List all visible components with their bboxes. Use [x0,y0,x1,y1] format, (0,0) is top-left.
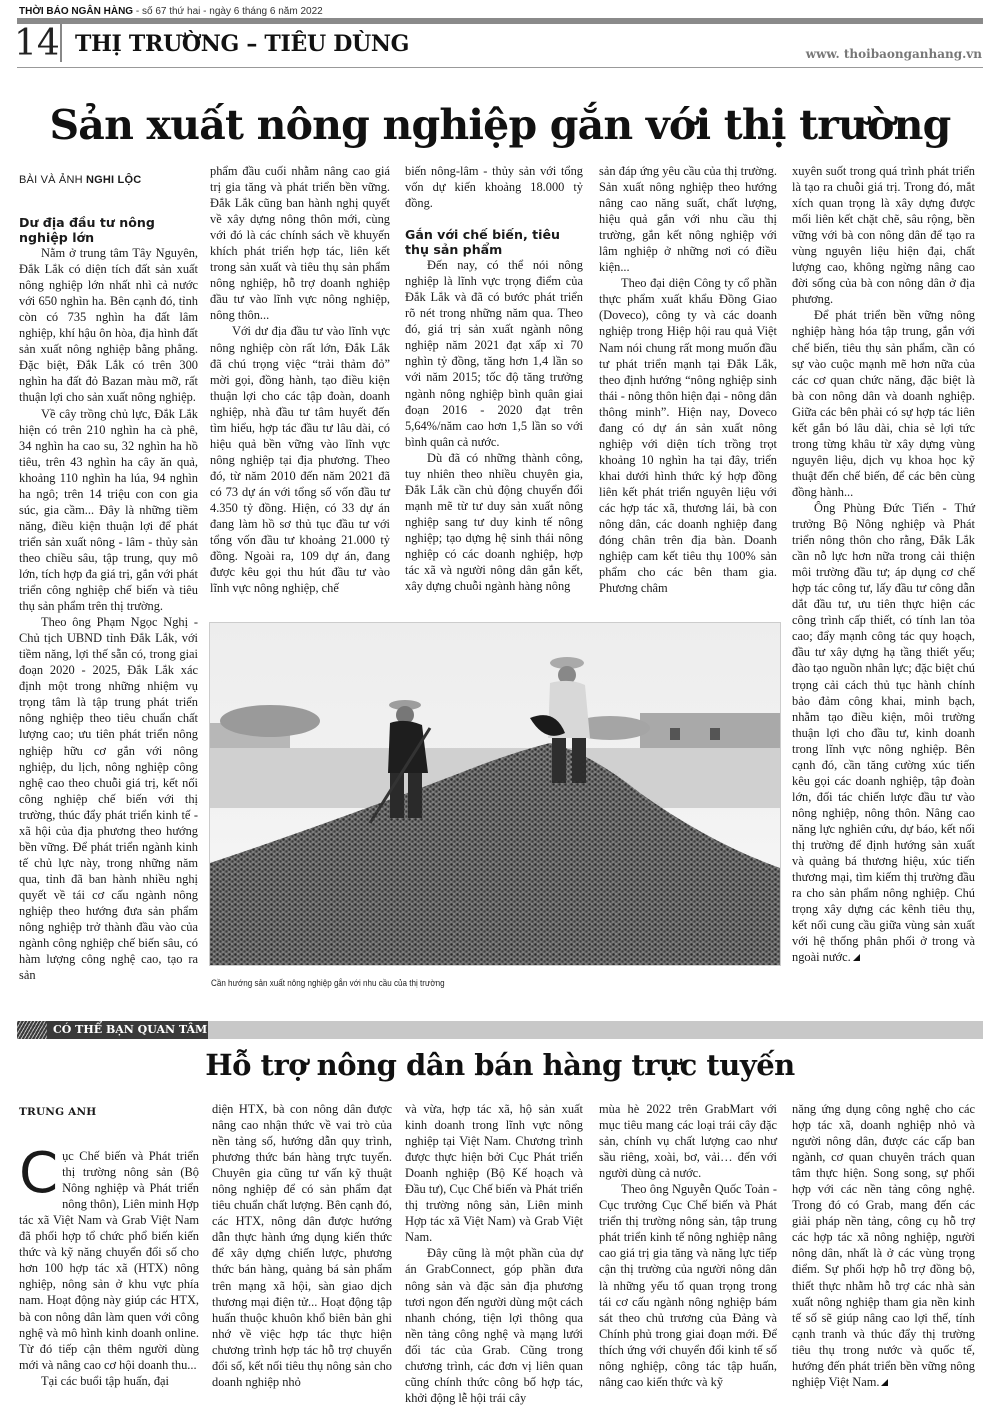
paragraph: Về cây trồng chủ lực, Đắk Lắk hiện có trên 210 nghìn ha cà phê, 34 nghìn ha cao su, 32 nghìn ha hồ tiêu, trên 43 nghìn ha cây ăn quả, khoảng 110 nghìn ha lúa, 94 nghìn ha ngô; trên 14 triệu con con gia súc, gia cầm... Đây là những tiềm năng, điều kiện thuận lợi để phát triển sản xuất nông - lâm - thủy sản theo chiều sâu, tập trung, quy mô lớn, tích hợp đa giá trị, gắn với phát triển công nghiệp chế biến và tiêu thụ sản phẩm trên thị trường. [19,406,198,614]
paragraph: Theo ông Nguyễn Quốc Toản - Cục trưởng Cục Chế biến và Phát triển thị trường nông sản, tập trung phát triển kinh tế nông nghiệp nâng cao giá trị gia tăng và năng lực tiếp cận thị trường của người nông dân là những yếu tố quan trọng trong tái cơ cấu ngành nông nghiệp bám sát theo chủ trương của Đảng và Chính phủ trong giai đoạn mới. Để thích ứng với chuyển đổi kinh tế số nông nghiệp, công tác tập huấn, nâng cao kiến thức và kỹ [599,1182,777,1389]
byline-author: NGHI LỘC [86,174,142,186]
byline-prefix: BÀI VÀ ẢNH [19,174,86,186]
related-label-text: CÓ THỂ BẠN QUAN TÂM [53,1023,208,1036]
article-photo [209,622,781,966]
paragraph-continued [792,1101,975,1390]
background-trees [220,705,320,737]
paragraph-continued: sản đáp ứng yêu cầu của thị trường. Sản xuất nông nghiệp theo hướng nâng cao năng suất, chất lượng, hiệu quả gắn với nhu cầu thị trường, gắn kết nông nghiệp với lâm nghiệp ở những nơi có điều kiện... [599,164,777,275]
paragraph: Theo đại diện Công ty cổ phần thực phẩm xuất khẩu Đồng Giao (Doveco), công ty và các doanh nghiệp trong Hiệp hội rau quả Việt Nam nói chung rất mong muốn đầu tư phát triển mạnh tại Đắk Lắk, theo định hướng “nông nghiệp sinh thái - nông thôn hiện đại - nông dân thông minh”. Hiện nay, Doveco đang có dự án sản xuất nông nghiệp với diện tích trồng trọt khoảng 10 nghìn ha tại đây, triển khai dưới hình thức ký hợp đồng liên kết phát triển nguyên liệu với các hợp tác xã, thương lái, bà con nông dân, các doanh nghiệp đang đóng chân trên địa bàn. Doanh nghiệp cam kết tiêu thụ 100% sản phẩm cho các bên tham gia. Phương châm [599,276,777,596]
photo-caption: Cần hướng sản xuất nông nghiệp gắn với nhu cầu của thị trường [211,978,445,989]
end-mark-icon [881,1379,888,1386]
header-rule [17,67,983,68]
publication-name: THỜI BÁO NGÂN HÀNG [19,6,134,17]
hatch-decoration-icon [17,1021,47,1039]
lead-text: ục Chế biến và Phát triển thị trường nông sản (Bộ Nông nghiệp và Phát triển nông thôn), Liên minh Hợp tác xã Việt Nam và Grab Việt Nam đã phối hợp tổ chức phổ biến kiến thức và kỹ năng chuyển đổi số cho hơn 100 hợp tác xã (HTX) nông nghiệp, nông sản ở khu vực phía nam. Hoạt động này giúp các HTX, bà con nông dân làm quen với công nghệ và mô hình kinh doanh online. Từ đó tiếp cận thêm người dùng mới và nâng cao cơ hội doanh thu... [19,1149,199,1372]
paragraph-continued: mùa hè 2022 trên GrabMart với mục tiêu mang các loại trái cây đặc sản, chính vụ chất lượng cao như sầu riêng, xoài, bơ, vải… đến với người dùng cả nước. [599,1102,777,1181]
paragraph: Để phát triển bền vững nông nghiệp hàng hóa tập trung, gắn với chế biến, tiêu thụ sản phẩm, cần có sự vào cuộc mạnh mẽ hơn nữa của các cơ quan chức năng, đặc biệt là bà con nông dân và doanh nghiệp. Giữa các bên phải có sự hợp tác liên kết gắn bó lâu dài, chia sẻ lợi tức trong từng khâu từ xây dựng vùng nguyên liệu, dịch vụ khoa học kỹ thuật đến chế biến, để các bên cùng đồng hành... [792,308,975,499]
paragraph: Theo ông Phạm Ngọc Nghị - Chủ tịch UBND tỉnh Đắk Lắk, với tiềm năng, lợi thế sẵn có, trong giai đoạn 2020 - 2025, Đắk Lắk xác định một trong những nhiệm vụ trọng tâm là tập trung phát triển nông nghiệp theo tiêu chuẩn chất lượng cao; ưu tiên phát triển nông nghiệp hữu cơ gắn với nông nghiệp, du lịch, nông nghiệp công nghệ cao theo chuỗi giá trị, kết nối công nghiệp chế biến với thị trường, thúc đẩy phát triển kinh tế - xã hội của địa phương theo hướng bền vững. Để phát triển ngành kinh tế chủ lực này, trong những năm qua, tỉnh đã ban hành nhiều nghị quyết về tái cơ cấu ngành nông nghiệp theo hướng đưa sản phẩm nông nghiệp trở thành đầu vào của ngành công nghiệp chế biến sâu, có hàm lượng công nghệ cao, tạo ra sản [19,615,198,983]
paragraph: Tại các buổi tập huấn, đại [41,1373,169,1388]
article2-column-5 [792,1101,975,1390]
section-title: THỊ TRƯỜNG – TIÊU DÙNG [75,31,410,57]
related-label [17,1021,208,1039]
paragraph: Đến nay, có thể nói nông nghiệp là lĩnh vực trọng điểm của Đắk Lắk và đã có bước phát triển rõ nét trong những năm qua. Theo đó, giá trị sản xuất ngành nông nghiệp năm 2021 đạt xấp xỉ 70 nghìn tỷ đồng, tăng hơn 1,4 lần so với năm 2015; tốc độ tăng trưởng ngành nông nghiệp bình quân giai đoạn 2016 - 2020 đạt trên 5,64%/năm cao hơn 1,5 lần so với bình quân cả nước. [405,258,583,449]
article2-headline: Hỗ trợ nông dân bán hàng trực tuyến [205,1048,795,1082]
top-rule [17,18,983,24]
masthead [19,6,323,17]
website-link[interactable]: www. thoibaonganhang.vn [805,47,982,61]
paragraph-text: năng ứng dụng công nghệ cho các hợp tác xã, doanh nghiệp nhỏ và người nông dân, được các cấp ban ngành, cơ quan chuyên trách quan tâm thực hiện. Song song, sự phối hợp với các nền tảng công nghệ. Trong đó có Grab, mang đến các giải pháp nền tảng, công cụ hỗ trợ các hợp tác xã nông nghiệp, người nông dân, nhất là ở các vùng trọng điểm. Sự phối hợp hỗ trợ đồng bộ, thiết thực nhằm hỗ trợ các nhà sản xuất nông nghiệp tham gia nền kinh tế số sẽ giúp nâng cao lợi thế, tính cạnh tranh và thúc đẩy thị trường tiêu thụ trong nước và quốc tế, hướng đến phát triển bền vững nông nghiệp Việt Nam. [792,1102,975,1389]
article2-byline: TRUNG ANH [19,1106,97,1118]
paragraph: Dù đã có những thành công, tuy nhiên theo nhiều chuyên gia, Đắk Lắk cần chủ động chuyển đổi mạnh mẽ từ tư duy sản xuất nông nghiệp sang tư duy kinh tế nông nghiệp; tạo dựng hệ sinh thái nông nghiệp có các doanh nghiệp, hợp tác xã và người nông dân gắn kết, xây dựng chuỗi ngành hàng nông [405,450,583,594]
lead-paragraph [19,1141,199,1373]
coffee-drying-photo [210,623,780,965]
article2-column-1 [19,1104,199,1389]
paragraph-continued: diện HTX, bà con nông dân được nâng cao nhận thức về vai trò của nền tảng số, hướng dẫn quy trình, phương thức bán hàng trực tuyến. Chuyên gia cũng tư vấn kỹ thuật nông nghiệp để có sản phẩm đạt tiêu chuẩn chất lượng. Bên cạnh đó, các HTX, nông dân được hướng dẫn thực hành ứng dụng kiến thức để xây dựng chiến lược, phương thức bán hàng, quảng bá sản phẩm trên mạng xã hội, sàn giao dịch thương mại điện tử... Hoạt động tập huấn thuộc khuôn khổ biên bản ghi nhớ về việc hợp tác thực hiện chương trình hợp tác hỗ trợ chuyển đổi số, kết nối tiêu thụ nông sản cho doanh nghiệp nhỏ [212,1102,392,1389]
article1-column-4 [599,163,777,596]
paragraph-continued: phẩm đầu cuối nhằm nâng cao giá trị gia tăng và phát triển bền vững. Đắk Lắk cũng ban hành nghị quyết về xây dựng nông thôn mới, cùng với đó là các chính sách về khuyến khích phát triển hợp tác, liên kết trong sản xuất và tiêu thụ sản phẩm nông nghiệp, hỗ trợ doanh nghiệp đầu tư vào lĩnh vực nông nghiệp, nông thôn... [210,164,390,323]
header-divider [60,24,62,62]
article1-column-5 [792,163,975,965]
article1-column-3 [405,163,583,594]
end-mark-icon [853,954,860,961]
subheading-1: Dư địa đầu tư nông nghiệp lớn [19,215,155,246]
article-headline: Sản xuất nông nghiệp gắn với thị trường [49,101,951,149]
issue-info: - số 67 thứ hai - ngày 6 tháng 6 năm 2022 [133,6,323,17]
byline [19,172,198,188]
drop-cap: C [19,1141,59,1207]
paragraph: Với dư địa đầu tư vào lĩnh vực nông nghiệp còn rất lớn, Đắk Lắk đã chú trọng việc “trải thảm đỏ” mời gọi, đồng hành, tạo điều kiện thuận lợi cho các tập đoàn, doanh nghiệp, nhà đầu tư tâm huyết đến tìm hiểu, hợp tác đầu tư lâu dài, có hiệu quả bền vững vào lĩnh vực nông nghiệp tại địa phương. Theo đó, từ năm 2010 đến năm 2021 đã có 73 dự án với tổng số vốn đầu tư 4.350 tỷ đồng. Hiện, có 33 dự án đang làm hồ sơ thủ tục đầu tư với tổng vốn đầu tư khoảng 21.000 tỷ đồng. Ngoài ra, 109 dự án, đang được kêu gọi thu hút đầu tư vào lĩnh vực nông nghiệp, chế [210,324,390,596]
paragraph-continued: xuyên suốt trong quá trình phát triển là tạo ra chuỗi giá trị. Trong đó, mắt xích quan trọng là xây dựng được mối liên kết chặt chẽ, sâu rộng, bền vững với bà con nông dân để tạo ra vùng nguyên liệu hiện đại, chất lượng cao, không ngừng nâng cao đời sống của bà con nông dân ở địa phương. [792,164,975,307]
article2-column-4 [599,1101,777,1390]
paragraph-continued: biến nông-lâm - thủy sản với tổng vốn dự kiến khoảng 18.000 tỷ đồng. [405,164,583,211]
page-number: 14 [14,23,60,64]
paragraph-text: Ông Phùng Đức Tiến - Thứ trưởng Bộ Nông nghiệp và Phát triển nông thôn cho rằng, Đắk Lắk cần nỗ lực hơn nữa trong cải thiện môi trường đầu tư; áp dụng cơ chế hợp tác công tư, lấy đầu tư công dẫn dắt đầu tư, ưu tiên thực hiện các công trình cấp thiết, có tính lan tỏa cao; đẩy mạnh công tác quy hoạch, đầu tư xây dựng hạ tầng thiết yếu; đào tạo nguồn nhân lực; đặc biệt chú trọng cải cách thủ tục hành chính bảo đảm công khai, minh bạch, nhằm tạo điều kiện, môi trường thuận lợi cho đầu tư, kinh doanh trong lĩnh vực nông nghiệp. Bên cạnh đó, cần tăng cường xúc tiến kêu gọi các doanh nghiệp, tập đoàn lớn, đối tác chiến lược đầu tư vào nông nghiệp, nông thôn. Nâng cao năng lực nghiên cứu, dự báo, kết nối thị trường để định hướng sản xuất và quảng bá thương hiệu, xúc tiến thương mại, tìm kiếm thị trường đầu ra cho sản phẩm nông nghiệp. Chú trọng xây dựng các kênh tiêu thụ, kết nối cung cầu giữa vùng sản xuất với hệ thống phân phối ở trong và ngoài nước. [792,500,975,965]
paragraph [792,500,975,965]
article2-column-2 [212,1101,392,1390]
paragraph: Nằm ở trung tâm Tây Nguyên, Đắk Lắk có diện tích đất sản xuất nông nghiệp lớn nhất nhì cả nước với 650 nghìn ha. Bên cạnh đó, tỉnh còn có 735 nghìn ha đất lâm nghiệp, khí hậu ôn hòa, địa hình đất sản xuất nông nghiệp bằng phẳng. Đặc biệt, Đắk Lắk có trên 300 nghìn ha đất đỏ Bazan màu mỡ, rất thuận lợi cho sản xuất nông nghiệp. [19,246,198,405]
article2-column-3 [405,1101,583,1406]
paragraph: Đây cũng là một phần của dự án GrabConnect, góp phần đưa nông sản và đặc sản địa phương tươi ngon đến người dùng một cách nhanh chóng, tiện lợi thông qua nền tảng công nghệ và mạng lưới đối tác của Grab. Cũng trong chương trình, các đơn vị liên quan cũng chính thức công bố hợp tác, khởi động lễ hội trái cây [405,1246,583,1405]
article1-column-1 [19,172,198,983]
subheading-2: Gắn với chế biến, tiêu thụ sản phẩm [405,227,560,258]
article1-column-2 [210,163,390,596]
paragraph-continued: và vừa, hợp tác xã, hộ sản xuất kinh doanh trong lĩnh vực nông nghiệp tại Việt Nam. Chương trình được thực hiện bởi Cục Phát triển Doanh nghiệp (Bộ Kế hoạch và Đầu tư), Cục Chế biến và Phát triển thị trường nông sản, Liên minh Hợp tác xã Việt Nam) và Grab Việt Nam. [405,1102,583,1245]
